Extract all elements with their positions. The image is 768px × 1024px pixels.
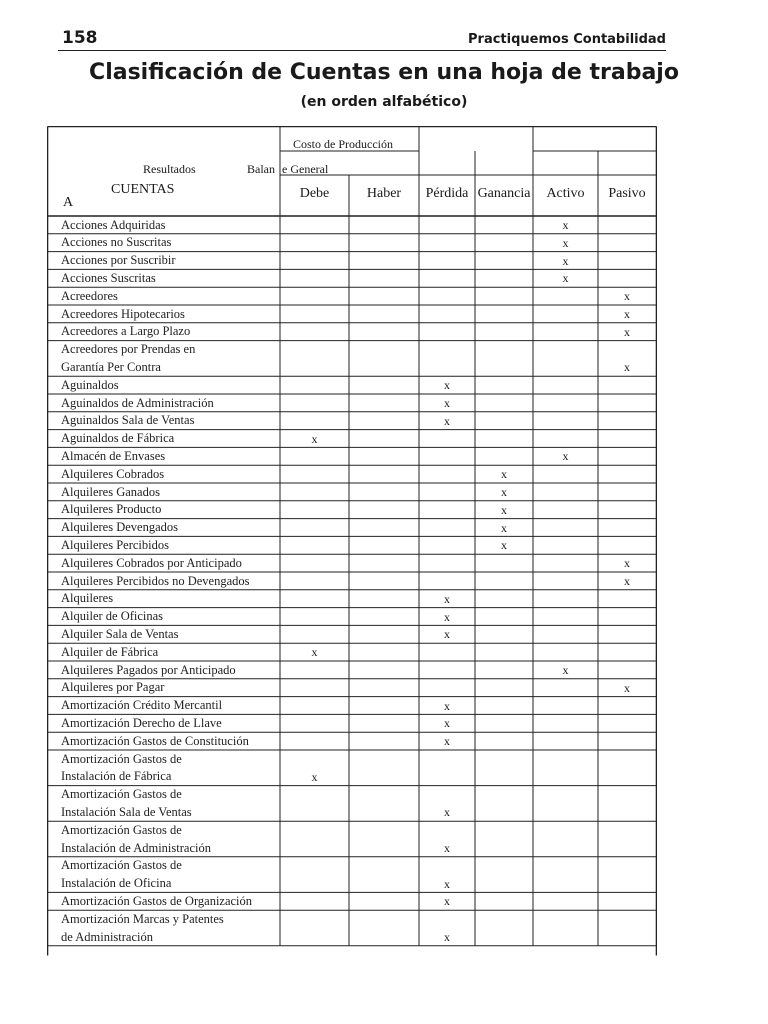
worksheet-table: [47, 126, 657, 956]
classification-mark: x: [444, 716, 450, 731]
account-name: Acciones por Suscribir: [61, 253, 176, 268]
account-name: Amortización Derecho de Llave: [61, 715, 222, 730]
classification-mark: x: [624, 574, 630, 588]
account-name: de Administración: [61, 929, 153, 944]
account-name: Almacén de Envases: [61, 448, 166, 463]
classification-mark: x: [562, 271, 569, 286]
classification-mark: x: [444, 413, 450, 428]
header-balance-general-b: e General: [282, 162, 329, 176]
classification-mark: x: [444, 894, 450, 909]
account-name: Aguinaldos: [61, 377, 119, 392]
page-title: Clasificación de Cuentas en una hoja de trabajo: [89, 60, 679, 85]
classification-mark: x: [624, 556, 630, 571]
account-name: Alquiler Sala de Ventas: [61, 626, 179, 641]
account-name: Instalación Sala de Ventas: [61, 804, 192, 819]
classification-mark: x: [444, 930, 450, 944]
account-name: Amortización Gastos de: [61, 822, 182, 837]
classification-mark: x: [501, 502, 507, 517]
header-resultados: Resultados: [143, 162, 196, 176]
account-name: Acreedores Hipotecarios: [61, 306, 185, 321]
account-name: Acreedores por Prendas en: [61, 342, 196, 357]
column-header-pasivo: Pasivo: [608, 186, 646, 201]
account-name: Alquileres Producto: [61, 502, 162, 517]
account-name: Alquileres por Pagar: [61, 680, 165, 695]
account-name: Alquileres Percibidos no Devengados: [61, 573, 250, 588]
classification-mark: x: [444, 876, 450, 891]
classification-mark: x: [444, 396, 450, 410]
account-name: Amortización Crédito Mercantil: [61, 698, 223, 713]
account-name: Garantía Per Contra: [61, 359, 161, 374]
classification-mark: x: [624, 307, 630, 321]
classification-mark: x: [562, 663, 569, 677]
page-subtitle: (en orden alfabético): [300, 94, 468, 110]
classification-mark: x: [562, 253, 569, 268]
account-name: Alquileres Cobrados: [61, 466, 165, 481]
classification-mark: x: [444, 698, 450, 713]
running-head: Practiquemos Contabilidad: [468, 32, 666, 47]
classification-mark: x: [624, 324, 630, 339]
account-name: Aguinaldos de Administración: [61, 395, 214, 410]
classification-mark: x: [562, 449, 569, 464]
account-name: Acciones Suscritas: [61, 270, 156, 285]
account-name: Acreedores: [61, 288, 118, 303]
account-name: Alquileres Cobrados por Anticipado: [61, 555, 242, 570]
account-name: Amortización Gastos de Constitución: [61, 733, 249, 748]
account-name: Aguinaldos de Fábrica: [61, 431, 175, 446]
classification-mark: x: [562, 235, 569, 250]
classification-mark: x: [501, 538, 507, 553]
classification-mark: x: [444, 805, 450, 820]
column-header-activo: Activo: [546, 186, 585, 201]
classification-mark: x: [444, 378, 450, 393]
account-name: Alquileres Pagados por Anticipado: [61, 662, 236, 677]
classification-mark: x: [311, 769, 318, 784]
account-name: Instalación de Administración: [61, 840, 211, 855]
classification-mark: x: [501, 467, 507, 482]
column-header-cuentas: CUENTAS: [111, 182, 175, 197]
classification-mark: x: [444, 591, 450, 606]
account-name: Amortización Gastos de: [61, 751, 182, 766]
account-name: Alquileres Devengados: [61, 520, 178, 535]
header-letter: A: [63, 195, 74, 210]
account-name: Alquileres Ganados: [61, 484, 160, 499]
classification-mark: x: [624, 680, 630, 695]
classification-mark: x: [562, 218, 569, 232]
classification-mark: x: [501, 520, 507, 535]
classification-mark: x: [501, 485, 507, 499]
classification-mark: x: [624, 360, 630, 375]
page-number: 158: [62, 28, 98, 48]
account-name: Alquileres Percibidos: [61, 537, 169, 552]
column-header-debe: Debe: [299, 186, 330, 201]
classification-mark: x: [311, 645, 318, 660]
account-name: Alquiler de Oficinas: [61, 609, 164, 624]
column-header-ganancia: Ganancia: [477, 186, 531, 201]
classification-mark: x: [444, 627, 450, 642]
account-name: Instalación de Fábrica: [61, 769, 172, 784]
account-name: Acciones no Suscritas: [61, 235, 172, 250]
classification-mark: x: [444, 734, 450, 749]
classification-mark: x: [311, 431, 318, 446]
account-name: Amortización Marcas y Patentes: [61, 911, 224, 926]
classification-mark: x: [444, 609, 450, 624]
classification-mark: x: [624, 289, 630, 304]
header-balance-general-a: Balan: [247, 162, 275, 176]
account-name: Amortización Gastos de: [61, 787, 182, 802]
account-name: Instalación de Oficina: [61, 876, 172, 891]
column-header-haber: Haber: [366, 186, 402, 201]
account-name: Acciones Adquiridas: [61, 217, 166, 232]
account-name: Acreedores a Largo Plazo: [61, 324, 191, 339]
header-costo-produccion: Costo de Producción: [293, 137, 393, 151]
account-name: Alquiler de Fábrica: [61, 644, 159, 659]
account-name: Aguinaldos Sala de Ventas: [61, 413, 195, 428]
classification-mark: x: [444, 841, 450, 855]
header-rule: [58, 50, 666, 51]
column-header-perdida: Pérdida: [425, 186, 469, 201]
account-name: Alquileres: [61, 591, 114, 606]
account-name: Amortización Gastos de Organización: [61, 893, 253, 908]
account-name: Amortización Gastos de: [61, 858, 182, 873]
